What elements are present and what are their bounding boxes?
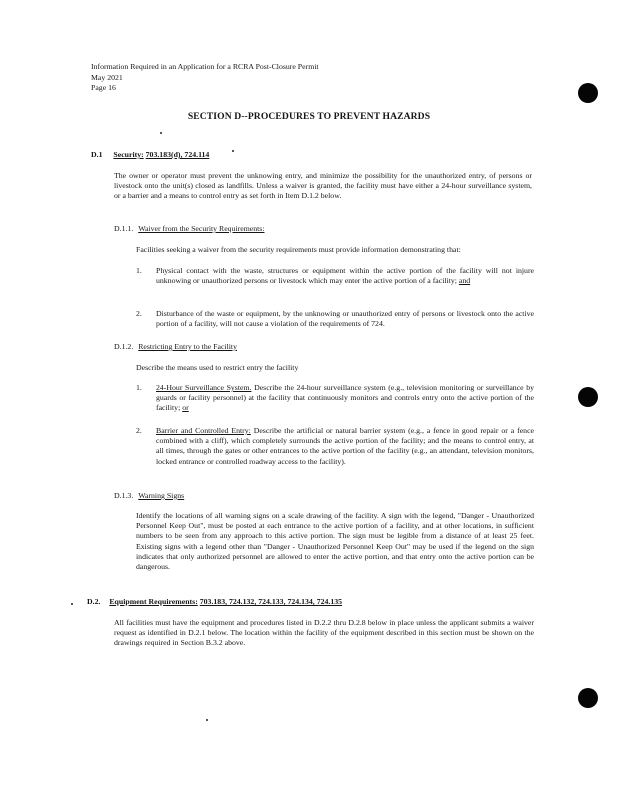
d12-item-1: [136, 383, 534, 414]
d11-item-1-tail: and: [458, 276, 471, 286]
scan-speck: [71, 603, 73, 605]
d12-item-1-number: 1.: [136, 383, 142, 392]
d12-item-2-number: 2.: [136, 426, 142, 435]
punch-hole: [578, 387, 598, 407]
d2-heading: [87, 597, 342, 607]
d12-label: Restricting Entry to the Facility: [138, 342, 237, 351]
d1-body: The owner or operator must prevent the unknowing entry, and minimize the possibility for the unauthorized entry, of persons or livestock onto the unit(s) closed as landfills. Unless a waiver is granted, the facility must have either a 24-hour surveillance system, or a barrier and a means to control entry as set forth in Item D.1.2 below.: [114, 171, 532, 201]
d1-refs: 703.183(d), 724.114: [145, 150, 210, 159]
d2-label: Equipment Requirements:: [109, 597, 198, 606]
d12-item-2: [136, 426, 534, 467]
d1-number: D.1: [91, 150, 103, 159]
d11-number: D.1.1.: [114, 224, 134, 233]
punch-hole: [578, 688, 598, 708]
d13-number: D.1.3.: [114, 491, 134, 500]
header-page: Page 16: [91, 83, 116, 93]
d13-label: Warning Signs: [138, 491, 185, 500]
scan-speck: [206, 719, 208, 721]
d11-item-2-text: Disturbance of the waste or equipment, by the unknowing or unauthorized entry of persons or livestock onto the active portion of a facility, will not cause a violation of the requirements of 724.: [156, 309, 534, 329]
d12-item-1-lead: 24-Hour Surveillance System.: [156, 383, 252, 392]
d1-label: Security:: [113, 150, 144, 159]
header-title: Information Required in an Application for a RCRA Post-Closure Permit: [91, 62, 319, 71]
section-title: SECTION D--PROCEDURES TO PREVENT HAZARDS: [187, 111, 431, 122]
d12-item-1-text: Describe the 24-hour surveillance system (e.g., television monitoring or surveillance by guards or facility personnel) at the facility that continuously monitors and controls entry onto the active portion of the facility;: [156, 383, 534, 413]
d11-item-2: [136, 309, 534, 329]
header-date: May 2021: [91, 72, 123, 82]
d11-item-1-number: 1.: [136, 266, 142, 275]
d11-item-1-text: Physical contact with the waste, structures or equipment within the active portion of the facility will not injure unknowing or unauthorized persons or livestock which may enter the active portion of a facility;: [156, 266, 534, 286]
d11-item-2-number: 2.: [136, 309, 142, 318]
d11-intro: Facilities seeking a waiver from the security requirements must provide information demonstrating that:: [136, 245, 461, 254]
d12-item-2-lead: Barrier and Controlled Entry:: [156, 426, 251, 435]
d12-item-1-tail: or: [182, 403, 189, 413]
d11-label: Waiver from the Security Requirements:: [138, 224, 265, 233]
d12-heading: [114, 342, 237, 352]
d12-intro: Describe the means used to restrict entry the facility: [136, 363, 299, 372]
scan-speck: [232, 150, 234, 152]
d12-item-2-text: Describe the artificial or natural barrier system (e.g., a fence in good repair or a fence combined with a cliff), which completely surrounds the active portion of the facility; and the means to control entry, at all times, through the gates or other entrances to the active portion of the facility (e.g., an attendant, television monitors, locked entrance or controlled roadway access to the facility).: [156, 426, 534, 466]
d11-item-1: [136, 266, 534, 286]
d11-heading: [114, 224, 264, 234]
d2-number: D.2.: [87, 597, 101, 606]
d2-refs: 703.183, 724.132, 724.133, 724.134, 724.135: [199, 597, 343, 606]
d13-heading: [114, 491, 184, 501]
punch-hole: [578, 83, 598, 103]
document-header: [91, 62, 319, 94]
d1-heading: [91, 150, 209, 160]
d13-body: Identify the locations of all warning signs on a scale drawing of the facility. A sign with the legend, "Danger - Unauthorized Personnel Keep Out", must be posted at each entrance to the active portion of a facility, and at other locations, in sufficient numbers to be seen from any approach to this active portion. The sign must be legible from a distance of at least 25 feet. Existing signs with a legend other than "Danger - Unauthorized Personnel Keep Out" may be used if the legend on the sign indicates that only authorized personnel are allowed to enter the active portion, and that entry onto the active portion can be dangerous.: [136, 511, 534, 572]
d2-body: All facilities must have the equipment and procedures listed in D.2.2 thru D.2.8 below in place unless the applicant submits a waiver request as identified in D.2.1 below. The location within the facility of the equipment described in this section must be shown on the drawings required in Section B.3.2 above.: [114, 618, 534, 648]
scan-speck: [160, 132, 162, 134]
d12-number: D.1.2.: [114, 342, 134, 351]
